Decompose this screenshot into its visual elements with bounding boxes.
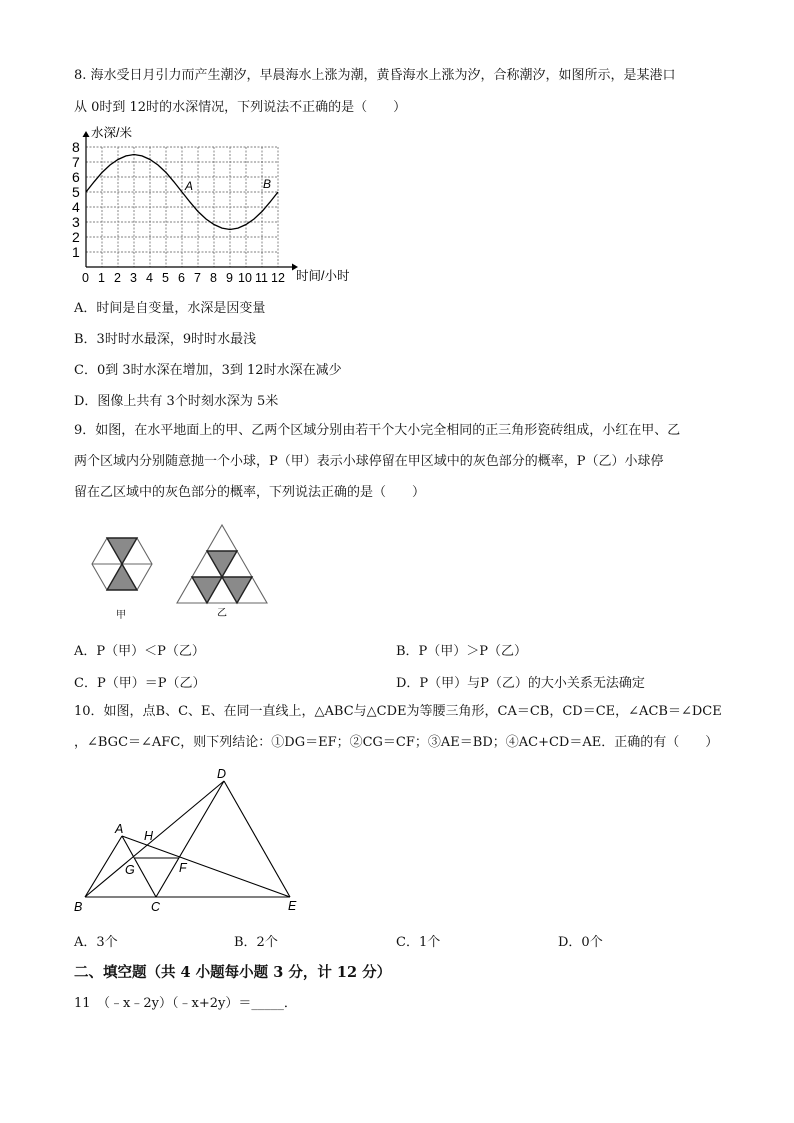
q8-option-c: C．0到 3时水深在增加，3到 12时水深在减少	[74, 363, 342, 378]
q10-stem-line2: ，∠BGC＝∠AFC，则下列结论：①DG＝EF；②CG＝CF；③AE＝BD；④AC+CD＝AE．正确的有（ ）	[74, 735, 719, 750]
x-tick-2: 2	[114, 271, 121, 285]
geometry-figure	[70, 765, 310, 915]
yi-gray-top	[207, 551, 237, 577]
label-d: D	[217, 767, 227, 781]
x-tick-8: 8	[210, 271, 217, 285]
x-tick-4: 4	[146, 271, 153, 285]
section-heading: 二、填空题（共 4 小题每小题 3 分，计 12 分）	[74, 964, 392, 981]
q9-stem-line1: 9．如图，在水平地面上的甲、乙两个区域分别由若干个大小完全相同的正三角形瓷砖组成，小红在甲、乙	[74, 423, 681, 438]
yi-gray-left	[192, 577, 222, 603]
q10-option-b: B．2个	[234, 935, 278, 950]
label-a: A	[115, 822, 124, 836]
y-tick-5: 5	[72, 184, 80, 200]
label-g: G	[125, 863, 135, 877]
y-tick-4: 4	[72, 199, 80, 215]
x-tick-12: 12	[271, 271, 285, 285]
q11-stem: 11 （﹣x﹣2y）（﹣x+2y）＝_____．	[74, 996, 297, 1011]
q10-option-d: D．0个	[558, 935, 603, 950]
point-a-label: A	[185, 179, 194, 193]
q10-stem-line1: 10．如图，点B、C、E、在同一直线上，△ABC与△CDE为等腰三角形，CA＝CB，CD＝CE，∠ACB＝∠DCE	[74, 704, 722, 719]
grid	[86, 147, 278, 267]
x-tick-1: 1	[98, 271, 105, 285]
q9-option-d: D．P（甲）与P（乙）的大小关系无法确定	[396, 676, 645, 691]
label-f: F	[179, 861, 187, 875]
q9-option-c: C．P（甲）＝P（乙）	[74, 676, 206, 691]
y-tick-7: 7	[72, 154, 80, 170]
q8-option-d: D．图像上共有 3个时刻水深为 5米	[74, 394, 279, 409]
q10-option-a: A．3个	[74, 935, 118, 950]
q8-stem-line1: 8. 海水受日月引力而产生潮汐，早晨海水上涨为潮，黄昏海水上涨为汐，合称潮汐，如图所示，是某港口	[74, 68, 676, 83]
x-tick-6: 6	[178, 271, 185, 285]
y-tick-6: 6	[72, 169, 80, 185]
x-tick-7: 7	[194, 271, 201, 285]
q9-option-a: A．P（甲）＜P（乙）	[74, 644, 205, 659]
label-jia: 甲	[116, 610, 126, 621]
q8-stem-line2: 从 0时到 12时的水深情况，下列说法不正确的是（ ）	[74, 100, 407, 115]
q8-option-b: B．3时时水最深，9时时水最浅	[74, 332, 257, 347]
y-tick-3: 3	[72, 214, 80, 230]
tile-figures	[85, 512, 285, 624]
q9-stem-line3: 留在乙区域中的灰色部分的概率，下列说法正确的是（ ）	[74, 485, 426, 500]
y-axis-label: 水深/米	[91, 126, 132, 140]
y-tick-1: 1	[72, 244, 80, 260]
q8-option-a: A．时间是自变量，水深是因变量	[74, 301, 266, 316]
q9-option-b: B．P（甲）＞P（乙）	[396, 644, 528, 659]
label-b: B	[74, 900, 83, 914]
label-e: E	[288, 899, 297, 913]
jia-gray-top	[107, 538, 137, 564]
label-yi: 乙	[217, 608, 227, 619]
figure-lines	[85, 781, 290, 897]
label-c: C	[151, 900, 161, 914]
x-tick-11: 11	[255, 271, 268, 285]
x-tick-3: 3	[130, 271, 137, 285]
yi-gray-right	[222, 577, 252, 603]
x-tick-0: 0	[82, 271, 89, 285]
q10-option-c: C．1个	[396, 935, 441, 950]
x-axis-label: 时间/小时	[296, 269, 350, 283]
y-tick-2: 2	[72, 229, 80, 245]
tide-graph	[60, 122, 370, 290]
x-tick-10: 10	[238, 271, 252, 285]
point-b-label: B	[263, 177, 272, 191]
y-axis-arrow-icon	[83, 131, 90, 137]
y-tick-8: 8	[72, 139, 80, 155]
x-tick-5: 5	[162, 271, 169, 285]
x-tick-9: 9	[226, 271, 233, 285]
label-h: H	[144, 829, 154, 843]
jia-gray-bottom	[107, 564, 137, 590]
q9-stem-line2: 两个区域内分别随意抛一个小球，P（甲）表示小球停留在甲区域中的灰色部分的概率，P（乙）小球停	[74, 454, 664, 469]
